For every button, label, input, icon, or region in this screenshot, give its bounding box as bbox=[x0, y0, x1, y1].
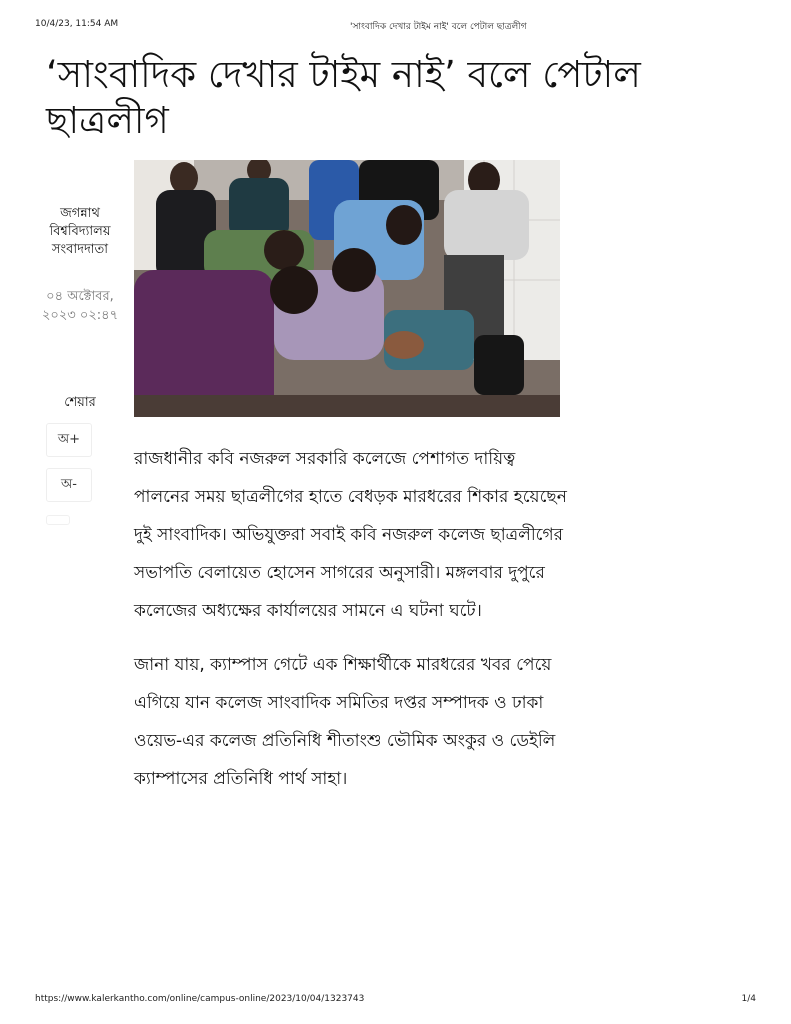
font-decrease-button[interactable]: অ- bbox=[46, 468, 92, 502]
page-number: 1/4 bbox=[741, 994, 756, 1004]
print-button-placeholder[interactable] bbox=[46, 515, 70, 525]
source-url: https://www.kalerkantho.com/online/campus-online/2023/10/04/1323743 bbox=[35, 994, 365, 1004]
publish-date: ০৪ অক্টোবর, ২০২৩ ০২:৪৭ bbox=[41, 289, 119, 323]
print-footer bbox=[0, 994, 791, 1006]
share-label: শেয়ার bbox=[64, 395, 96, 410]
print-doc-title: 'সাংবাদিক দেখার টাইম নাই' বলে পেটাল ছাত্রলীগ bbox=[350, 22, 527, 32]
article-paragraph: জানা যায়, ক্যাম্পাস গেটে এক শিক্ষার্থীকে মারধরের খবর পেয়ে এগিয়ে যান কলেজ সাংবাদিক সমিতির দপ্তর সম্পাদক ও ঢাকা ওয়েভ-এর কলেজ প্রতিনিধি শীতাংশু ভৌমিক অংকুর ও ডেইলি ক্যাম্পাসের প্রতিনিধি পার্থ সাহা। bbox=[134, 655, 556, 789]
photo-illustration bbox=[134, 160, 560, 417]
article-headline: ‘সাংবাদিক দেখার টাইম নাই’ বলে পেটাল ছাত্রলীগ bbox=[46, 53, 641, 142]
article-paragraph: রাজধানীর কবি নজরুল সরকারি কলেজে পেশাগত দায়িত্ব পালনের সময় ছাত্রলীগের হাতে বেধড়ক মারধরের শিকার হয়েছেন দুই সাংবাদিক। অভিযুক্তরা সবাই কবি নজরুল কলেজ ছাত্রলীগের সভাপতি বেলায়েত হোসেন সাগরের অনুসারী। মঙ্গলবার দুপুরে কলেজের অধ্যক্ষের কার্যালয়ের সামনে এ ঘটনা ঘটে। bbox=[134, 449, 567, 621]
print-header bbox=[0, 19, 791, 33]
font-increase-button[interactable]: অ+ bbox=[46, 423, 92, 457]
article-body bbox=[134, 440, 574, 814]
author-byline: জগন্নাথ বিশ্ববিদ্যালয় সংবাদদাতা bbox=[49, 206, 111, 257]
article-photo bbox=[134, 160, 560, 417]
print-datetime: 10/4/23, 11:54 AM bbox=[35, 19, 119, 29]
